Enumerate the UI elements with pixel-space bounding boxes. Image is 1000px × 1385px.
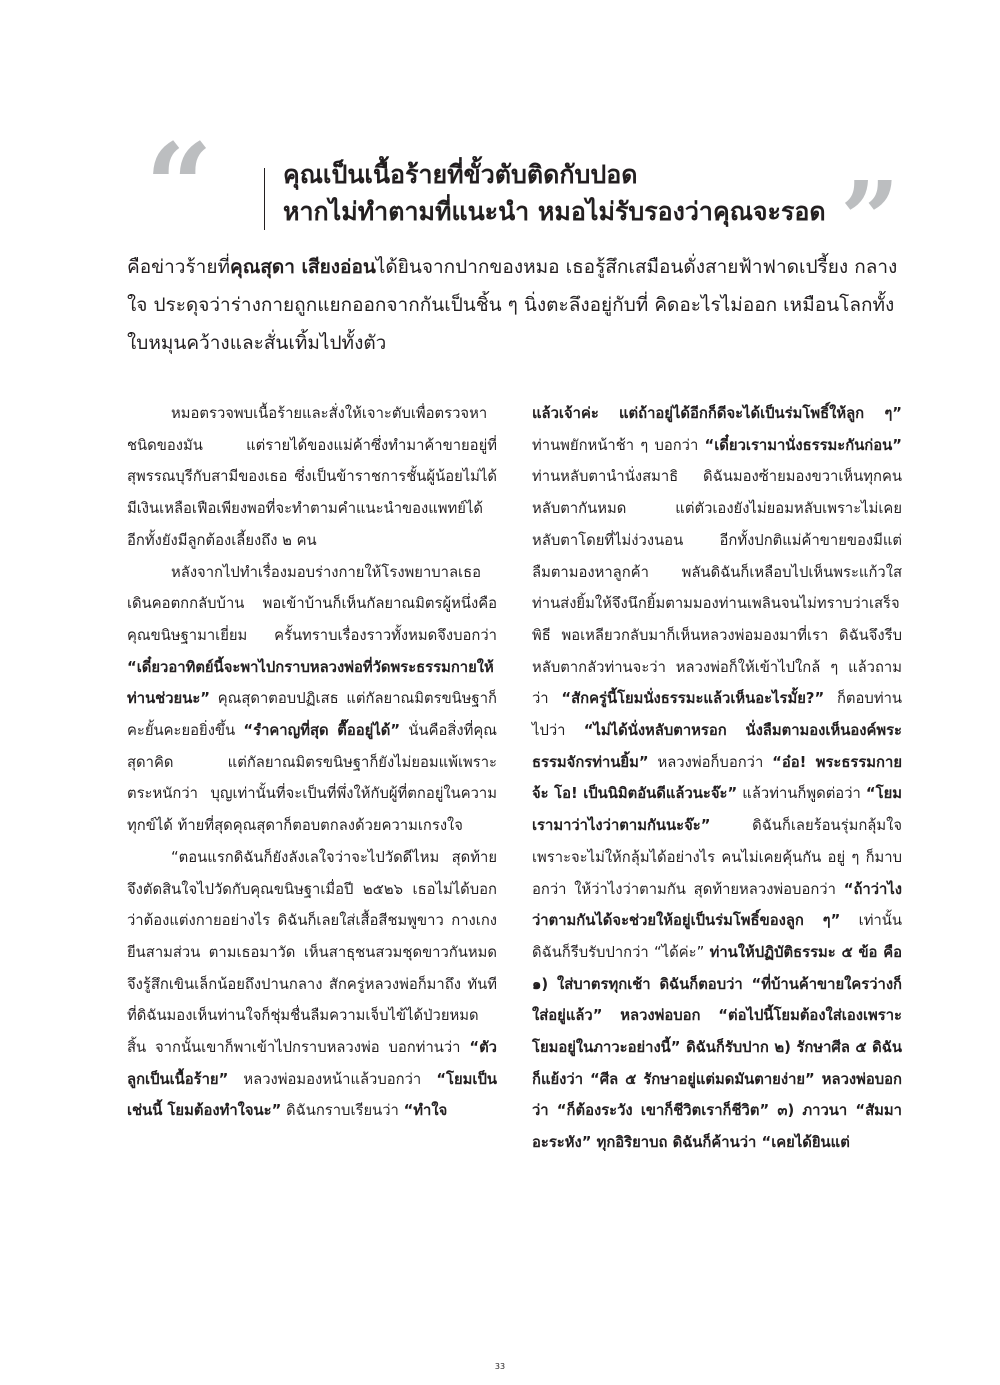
bold-quote: “โยมเป็นเช่นนี้ โยมต้องทำใจนะ” [127,1070,497,1120]
text-span: หลังจากไปทำเรื่องมอบร่างกายให้โรงพยาบาลเธอเดินคอตกกลับบ้าน พอเข้าบ้านก็เห็นกัลยาณมิตรผู้หนึ่งคือคุณขนิษฐามาเยี่ยม ครั้นทราบเรื่องราวทั้งหมดจึงบอกว่า [127,563,497,644]
right-paragraph [532,398,902,1159]
left-paragraph-2 [127,557,497,842]
text-span: แล้วท่านก็พูดต่อว่า [737,785,866,803]
lead-text-2: ได้ยินจากปากของหมอ เธอรู้สึกเสมือนดั่งสายฟ้าฟาดเปรี้ยง กลางใจ ประดุจว่าร่างกายถูกแยกออกจากกันเป็นชิ้น ๆ นิ่งตะลึงอยู่กับที่ คิดอะไรไม่ออก เหมือนโลกทั้งใบหมุนคว้างและสั่นเทิ้มไปทั้งตัว [127,256,898,354]
left-column [127,398,497,1127]
page-number: 33 [494,1362,506,1371]
pull-quote-line-2: หากไม่ทำตามที่แนะนำ หมอไม่รับรองว่าคุณจะรอด [283,197,826,226]
text-span: ท่านพยักหน้าช้า ๆ บอกว่า [532,436,705,454]
bold-quote: “โยม เรามาว่าไงว่าตามกันนะจ๊ะ” [532,785,902,835]
text-span: หลวงพ่อก็บอกว่า [648,753,773,771]
lead-paragraph [127,248,899,362]
headline-divider [264,168,265,230]
lead-person-name: คุณสุดา เสียงอ่อน [229,256,376,278]
close-quote-mark: ” [840,158,900,281]
text-span: นั่นคือสิ่งที่คุณสุดาคิด แต่กัลยาณมิตรขนิษฐาก็ยังไม่ยอมแพ้เพราะตระหนักว่า บุญเท่านั้นที่จะเป็นที่พึ่งให้กับผู้ที่ตกอยู่ในความทุกข์ได้ ท้ายที่สุดคุณสุดาก็ตอบตกลงด้วยความเกรงใจ [127,722,497,835]
pull-quote-line-1: คุณเป็นเนื้อร้ายที่ขั้วตับติดกับปอด [283,160,638,189]
text-span: ก็ตอบท่านไปว่า [532,690,902,740]
open-quote-mark: “ [145,117,213,256]
text-span: คุณสุดาตอบปฏิเสธ แต่กัลยาณมิตรขนิษฐาก็คะยั้นคะยอยิ่งขึ้น [127,690,497,740]
bold-quote: “เดี๋ยวเรามานั่งธรรมะกันก่อน” [704,436,902,454]
text-span: หลวงพ่อมองหน้าแล้วบอกว่า [228,1070,437,1088]
left-paragraph-3 [127,842,497,1127]
right-column [532,398,902,1159]
text-span: ดิฉันก็เลยร้อนรุ่มกลุ้มใจ เพราะจะไม่ให้กลุ้มได้อย่างไร คนไม่เคยคุ้นกัน อยู่ ๆ ก็มาบอกว่า ให้ว่าไงว่าตามกัน สุดท้ายหลวงพ่อบอกว่า [532,817,902,898]
bold-quote: ท่านให้ปฏิบัติธรรมะ ๕ ข้อ คือ ๑) ใส่บาตรทุกเช้า ดิฉันก็ตอบว่า “ที่บ้านค้าขายใครว่างก็ใส่อยู่แล้ว” หลวงพ่อบอก “ต่อไปนี้โยมต้องใส่เองเพราะโยมอยู่ในภาวะอย่างนี้” ดิฉันก็รับปาก ๒) รักษาศีล ๕ ดิฉันก็แย้งว่า “ศีล ๕ รักษาอยู่แต่มดมันตายง่าย” หลวงพ่อบอกว่า “ก็ต้องระวัง เขาก็ชีวิตเราก็ชีวิต” ๓) ภาวนา “สัมมาอะระหัง” ทุกอิริยาบถ ดิฉันก็ค้านว่า “เคยได้ยินแต่ [532,943,902,1152]
bold-quote: “ถ้าว่าไงว่าตามกันได้จะช่วยให้อยู่เป็นร่มโพธิ์ของลูก ๆ” [532,880,902,930]
bold-quote: “รำคาญที่สุด ตื๊ออยู่ได้” [243,722,401,740]
text-span: “ได้ค่ะ” [654,943,705,961]
bold-quote: “ตัวลูกเป็นเนื้อร้าย” [127,1039,497,1088]
text-span: ท่านหลับตานำนั่งสมาธิ ดิฉันมองซ้ายมองขวาเห็นทุกคนหลับตากันหมด แต่ตัวเองยังไม่ยอมหลับเพราะไม่เคยหลับตาโดยที่ไม่ง่วงนอน อีกทั้งปกติแม่ค้าขายของมีแต่ลืมตามองหาลูกค้า พลันดิฉันก็เหลือบไปเห็นพระแก้วใสท่านส่งยิ้มให้จึงนึกยิ้มตามมองท่านเพลินจนไม่ทราบว่าเสร็จพิธี พอเหลียวกลับมาก็เห็นหลวงพ่อมองมาที่เรา ดิฉันจึงรีบหลับตากลัวท่านจะว่า หลวงพ่อก็ให้เข้าไปใกล้ ๆ แล้วถามว่า [532,468,902,708]
lead-text-1: คือข่าวร้ายที่ [127,256,230,278]
bold-quote: “เดี๋ยวอาทิตย์นี้จะพาไปกราบหลวงพ่อที่วัดพระธรรมกายให้ท่านช่วยนะ” [127,658,494,708]
text-span: “ตอนแรกดิฉันก็ยังลังเลใจว่าจะไปวัดดีไหม สุดท้ายจึงตัดสินใจไปวัดกับคุณขนิษฐาเมื่อปี ๒๕๒๖ เธอไม่ได้บอกว่าต้องแต่งกายอย่างไร ดิฉันก็เลยใส่เสื้อสีชมพูขาว กางเกงยีนสามส่วน ตามเธอมาวัด เห็นสาธุชนสวมชุดขาวกันหมด จึงรู้สึกเขินเล็กน้อยถึงปานกลาง สักครู่หลวงพ่อก็มาถึง ทันทีที่ดิฉันมองเห็นท่านใจก็ชุ่มชื่นลืมความเจ็บไข้ได้ป่วยหมดสิ้น จากนั้นเขาก็พาเข้าไปกราบหลวงพ่อ บอกท่านว่า [127,848,497,1057]
text-span: ดิฉันกราบเรียนว่า [281,1102,404,1120]
bold-quote: “สักครู่นี้โยมนั่งธรรมะแล้วเห็นอะไรมั้ย?” [561,690,825,708]
bold-quote: “ทำใจ [403,1102,448,1120]
bold-quote: แล้วเจ้าค่ะ แต่ถ้าอยู่ได้อีกก็ดีจะได้เป็นร่มโพธิ์ให้ลูก ๆ” [532,405,902,422]
text-span: เท่านั้น ดิฉันก็รีบรับปากว่า [532,912,902,961]
bold-quote: “ไม่ได้นั่งหลับตาหรอก นั่งลืมตามองเห็นองค์พระธรรมจักรท่านยิ้ม” [532,722,902,771]
bold-quote: “อ๋อ! พระธรรมกายจ้ะ โอ! เป็นนิมิตอันดีแล้วนะจ๊ะ” [532,753,902,803]
pull-quote [283,156,843,230]
left-paragraph-1: หมอตรวจพบเนื้อร้ายและสั่งให้เจาะตับเพื่อตรวจหาชนิดของมัน แต่รายได้ของแม่ค้าซึ่งทำมาค้าขายอยู่ที่สุพรรณบุรีกับสามีของเธอ ซึ่งเป็นข้าราชการชั้นผู้น้อยไม่ได้มีเงินเหลือเฟือเพียงพอที่จะทำตามคำแนะนำของแพทย์ได้ อีกทั้งยังมีลูกต้องเลี้ยงถึง ๒ คน [127,405,497,549]
